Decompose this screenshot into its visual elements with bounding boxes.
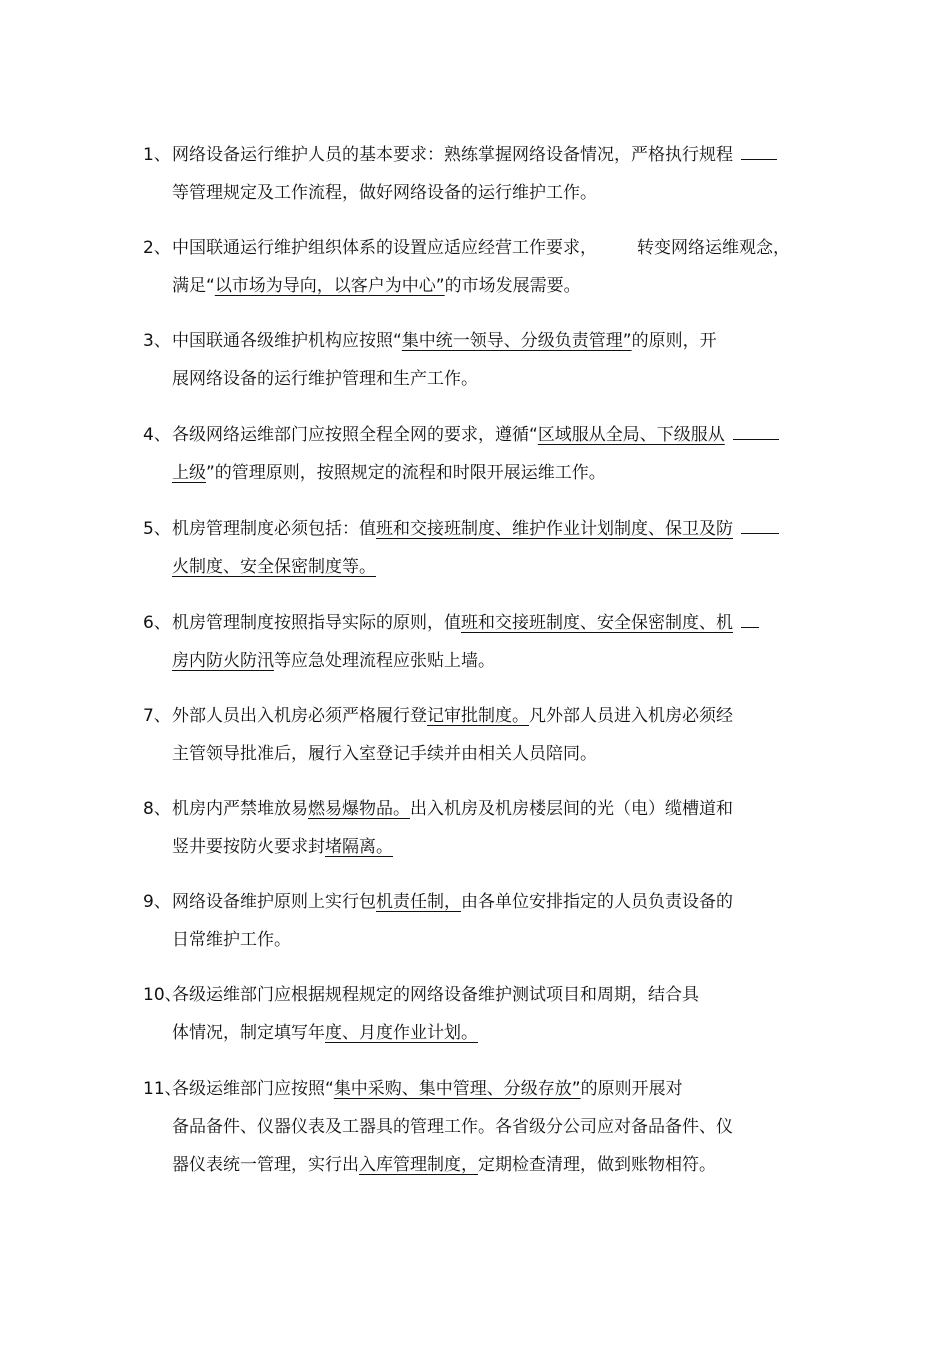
item-number: 1、 xyxy=(143,145,171,165)
item-text-line xyxy=(172,698,733,734)
fill-blank-line xyxy=(741,511,779,534)
item-text-line xyxy=(172,268,581,304)
item-text-line xyxy=(172,230,790,266)
item-text-line xyxy=(172,1147,716,1183)
text-segment: 各级运维部门应根据规程规定的网络设备维护测试项目和周期，结合具 xyxy=(172,985,699,1005)
underlined-answer: 班和交接班制度、维护作业计划制度、保卫及防 xyxy=(376,519,733,539)
item-text-line xyxy=(172,605,759,641)
item-text-line xyxy=(172,361,478,397)
item-number: 7、 xyxy=(143,706,171,726)
underlined-answer: 区域服从全局、下级服从 xyxy=(537,425,725,445)
underlined-answer: 记审批制度。 xyxy=(427,706,529,726)
item-number: 11、 xyxy=(143,1079,182,1099)
text-segment: 网络设备维护原则上实行包 xyxy=(172,892,376,912)
item-number: 10、 xyxy=(143,985,182,1005)
text-segment: ”的管理原则，按照规定的流程和时限开展运维工作。 xyxy=(206,463,606,483)
item-text-line xyxy=(172,1109,733,1145)
text-segment: 满足“ xyxy=(172,276,215,296)
text-segment: 机房管理制度必须包括：值 xyxy=(172,519,376,539)
text-segment: 日常维护工作。 xyxy=(172,930,291,950)
underlined-answer: 度、月度作业计划。 xyxy=(325,1023,478,1043)
text-segment: 由各单位安排指定的人员负责设备的 xyxy=(461,892,733,912)
item-number: 3、 xyxy=(143,331,171,351)
text-segment: 体情况，制定填写年 xyxy=(172,1023,325,1043)
item-text-line xyxy=(172,643,495,679)
item-text-line xyxy=(172,1071,683,1107)
text-segment: 等应急处理流程应张贴上墙。 xyxy=(274,651,495,671)
item-text-line xyxy=(172,1015,478,1051)
item-text-line xyxy=(172,884,733,920)
underlined-answer: 房内防火防汛 xyxy=(172,651,274,671)
underlined-answer: 火制度、安全保密制度等。 xyxy=(172,557,376,577)
fill-blank-line xyxy=(741,137,777,160)
underlined-answer: 堵隔离。 xyxy=(325,837,393,857)
text-segment: 展网络设备的运行维护管理和生产工作。 xyxy=(172,369,478,389)
underlined-answer: 燃易爆物品。 xyxy=(308,799,410,819)
underlined-answer: 班和交接班制度、安全保密制度、机 xyxy=(461,613,733,633)
item-text-line xyxy=(172,977,699,1013)
item-text-line xyxy=(172,736,597,772)
text-segment: 网络设备运行维护人员的基本要求：熟练掌握网络设备情况，严格执行规程 xyxy=(172,145,733,165)
text-segment: 的市场发展需要。 xyxy=(444,276,581,296)
text-segment: 竖井要按防火要求封 xyxy=(172,837,325,857)
text-segment: 器仪表统一管理，实行出 xyxy=(172,1155,359,1175)
text-segment: 等管理规定及工作流程，做好网络设备的运行维护工作。 xyxy=(172,183,597,203)
fill-blank-line xyxy=(733,417,779,440)
text-segment: 备品备件、仪器仪表及工器具的管理工作。各省级分公司应对备品备件、仪 xyxy=(172,1117,733,1137)
item-text-line xyxy=(172,455,606,491)
underlined-answer: 以市场为导向，以客户为中心” xyxy=(214,276,445,296)
text-segment: 凡外部人员进入机房必须经 xyxy=(529,706,733,726)
item-number: 6、 xyxy=(143,613,171,633)
item-number: 5、 xyxy=(143,519,171,539)
underlined-answer: 集中采购、集中管理、分级存放” xyxy=(333,1079,581,1099)
text-segment: 主管领导批准后，履行入室登记手续并由相关人员陪同。 xyxy=(172,744,597,764)
text-segment: 外部人员出入机房必须严格履行登 xyxy=(172,706,427,726)
text-segment: 中国联通各级维护机构应按照“ xyxy=(172,331,402,351)
item-text-line xyxy=(172,511,779,547)
item-text-line xyxy=(172,417,779,453)
underlined-answer: 入库管理制度， xyxy=(359,1155,478,1175)
text-segment: 各级网络运维部门应按照全程全网的要求，遵循“ xyxy=(172,425,538,445)
item-text-line xyxy=(172,137,777,173)
item-number: 9、 xyxy=(143,892,171,912)
text-segment: 转变网络运维观念， xyxy=(637,238,790,258)
text-segment: 各级运维部门应按照“ xyxy=(172,1079,334,1099)
item-text-line xyxy=(172,175,597,211)
text-segment: 出入机房及机房楼层间的光（电）缆槽道和 xyxy=(410,799,733,819)
text-segment: 机房内严禁堆放易 xyxy=(172,799,308,819)
underlined-answer: 集中统一领导、分级负责管理” xyxy=(401,331,632,351)
item-text-line xyxy=(172,323,717,359)
item-text-line xyxy=(172,829,393,865)
text-segment: 机房管理制度按照指导实际的原则，值 xyxy=(172,613,461,633)
text-segment: 的原则开展对 xyxy=(580,1079,683,1099)
text-segment: 的原则，开 xyxy=(631,331,717,351)
item-number: 8、 xyxy=(143,799,171,819)
item-number: 4、 xyxy=(143,425,171,445)
underlined-answer: 上级 xyxy=(172,463,206,483)
item-text-line xyxy=(172,922,291,958)
text-segment: 中国联通运行维护组织体系的设置应适应经营工作要求， xyxy=(172,238,597,258)
text-segment: 定期检查清理，做到账物相符。 xyxy=(478,1155,716,1175)
item-text-line xyxy=(172,791,733,827)
item-number: 2、 xyxy=(143,238,171,258)
item-text-line xyxy=(172,549,376,585)
underlined-answer: 机责任制， xyxy=(376,892,461,912)
fill-blank-line xyxy=(741,605,759,628)
